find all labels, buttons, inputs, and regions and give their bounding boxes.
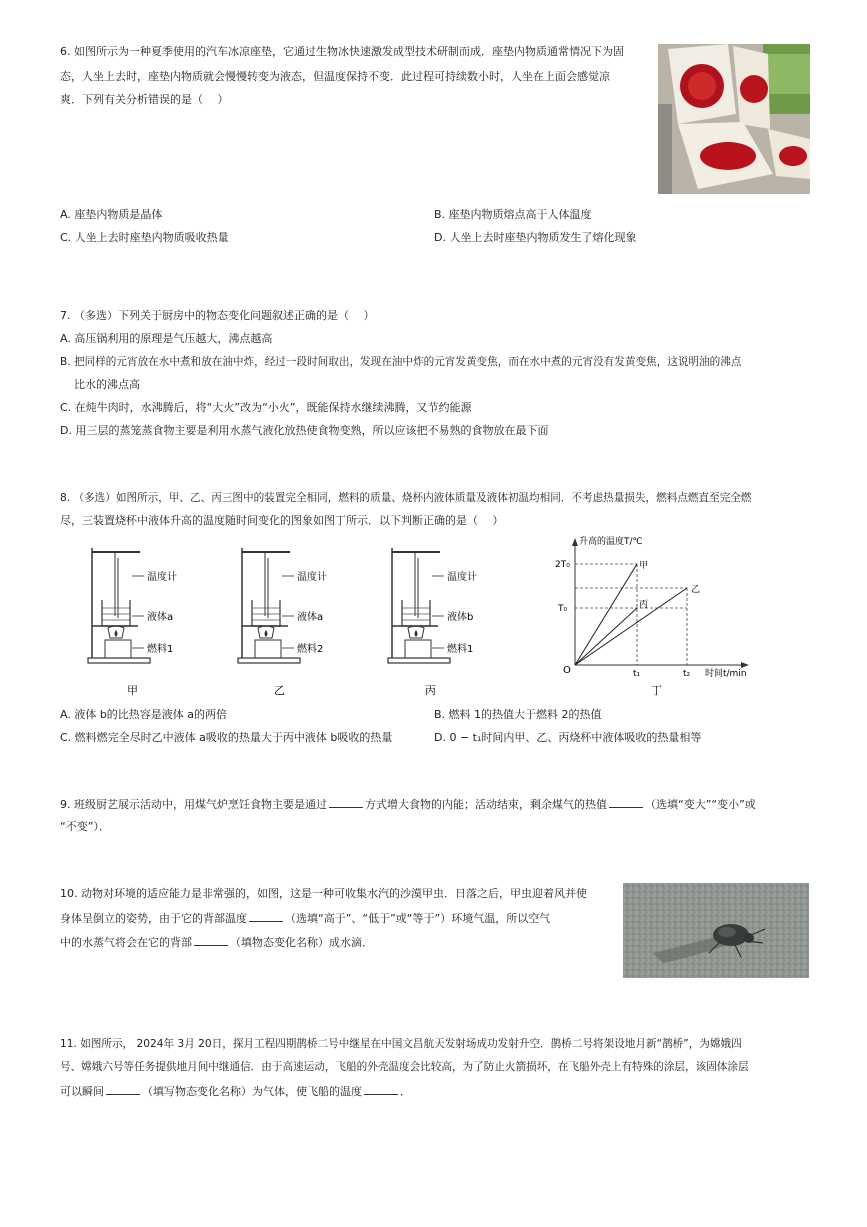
q7-option-b-line1: B. 把同样的元宵放在水中煮和放在油中炸，经过一段时间取出，发现在油中炸的元宵发黄变焦，而在水中煮的元宵没有发黄变焦，这说明油的沸点 (60, 356, 742, 368)
q6-option-c: C. 人坐上去时座垫内物质吸收热量 (60, 231, 229, 244)
fuel-label-yi: 燃料2 (297, 644, 324, 655)
graph-ylabel: 升高的温度T/℃ (579, 537, 643, 547)
q9-line2: “不变”）． (60, 820, 110, 833)
caption-bing: 丙 (425, 684, 436, 697)
series-label-bing: 丙 (639, 600, 649, 610)
q9-blank1[interactable] (329, 797, 363, 808)
fuel-label-jia: 燃料1 (147, 644, 174, 655)
q11-line3-part2: （填写物态变化名称）为气体，使飞船的温度 (142, 1085, 362, 1098)
q6-option-b: B. 座垫内物质熔点高于人体温度 (434, 208, 592, 221)
line-jia (575, 564, 637, 665)
q10-line3-part2: （填物态变化名称）成水滴． (230, 936, 373, 949)
thermometer-label-jia: 温度计 (147, 572, 177, 583)
xtick-t2: t₂ (683, 669, 691, 679)
q9-blank2[interactable] (609, 797, 643, 808)
desert-beetle-photo (623, 883, 809, 978)
q10-blank2[interactable] (194, 935, 228, 946)
xtick-t1: t₁ (633, 669, 641, 679)
q9-part2: 方式增大食物的内能；活动结束，剩余煤气的热值 (365, 798, 607, 811)
q7-stem: 7. （多选）下列关于厨房中的物态变化问题叙述正确的是（ ） (60, 309, 375, 322)
apparatus-figures (80, 540, 480, 700)
apparatus-bing (388, 548, 477, 697)
temperature-time-graph (555, 530, 760, 700)
q9-part1: 9. 班级厨艺展示活动中，用煤气炉烹饪食物主要是通过 (60, 798, 327, 811)
q7-option-b-line2: 比水的沸点高 (74, 378, 140, 391)
q6-stem-line3: 爽．下列有关分析错误的是（ ） (60, 93, 229, 106)
caption-jia: 甲 (127, 684, 138, 697)
apparatus-yi (238, 548, 327, 697)
series-label-jia: 甲 (639, 561, 649, 571)
thermometer-label-bing: 温度计 (447, 572, 477, 583)
q7-option-d: D. 用三层的蒸笼蒸食物主要是利用水蒸气液化放热使食物变熟，所以应该把不易熟的食物放在最下面 (60, 424, 549, 437)
q7-option-a: A. 高压锅利用的原理是气压越大，沸点越高 (60, 332, 273, 345)
q10-line3 (60, 935, 373, 950)
liquid-label-yi: 液体a (297, 612, 324, 623)
q11-line1: 11. 如图所示， 2024年 3月 20日，探月工程四期鹊桥二号中继星在中国文昌航天发射场成功发射升空．鹊桥二号将架设地月新“鹊桥”，为嫦娥四 (60, 1038, 742, 1050)
q8-option-c: C. 燃料燃完全尽时乙中液体 a吸收的热量大于丙中液体 b吸收的热量 (60, 731, 393, 744)
q8-option-a: A. 液体 b的比热容是液体 a的两倍 (60, 708, 228, 721)
ytick-t0: T₀ (558, 604, 568, 614)
q11-blank1[interactable] (106, 1084, 140, 1095)
q8-option-b: B. 燃料 1的热值大于燃料 2的热值 (434, 708, 602, 721)
fuel-label-bing: 燃料1 (447, 644, 474, 655)
caption-ding: 丁 (651, 684, 662, 697)
q11-line2: 号、嫦娥六号等任务提供地月间中继通信．由于高速运动，飞船的外壳温度会比较高，为了防止火箭损坏，在飞船外壳上有特殊的涂层，该固体涂层 (60, 1061, 749, 1073)
q10-line2 (60, 911, 550, 926)
liquid-label-bing: 液体b (447, 612, 474, 623)
graph-xlabel: 时间t/min (705, 669, 747, 679)
q6-stem-line1: 6. 如图所示为一种夏季使用的汽车冰凉座垫，它通过生物冰快速激发成型技术研制而成．座垫内物质通常情况下为固 (60, 45, 624, 58)
q11-line3 (60, 1084, 411, 1099)
line-yi (575, 588, 687, 665)
q8-stem-line2: 尽，三装置烧杯中液体升高的温度随时间变化的图象如图丁所示．以下判断正确的是（ ） (60, 514, 504, 527)
q11-line3-part3: ． (400, 1085, 411, 1098)
q6-stem-line2: 态，人坐上去时，座垫内物质就会慢慢转变为液态，但温度保持不变．此过程可持续数小时，人坐在上面会感觉凉 (60, 70, 610, 83)
series-label-yi: 乙 (691, 585, 701, 595)
q8-stem-line1: 8. （多选）如图所示，甲、乙、丙三图中的装置完全相同，燃料的质量、烧杯内液体质量及液体初温均相同．不考虑热量损失，燃料点燃直至完全燃 (60, 492, 752, 504)
q10-line2-part1: 身体呈倒立的姿势，由于它的背部温度 (60, 912, 247, 925)
q10-line3-part1: 中的水蒸气将会在它的背部 (60, 936, 192, 949)
ytick-2t0: 2T₀ (555, 560, 570, 570)
graph-origin: O (563, 665, 571, 676)
caption-yi: 乙 (274, 684, 285, 697)
q9-part3: （选填“变大”“变小”或 (645, 798, 756, 811)
q6-option-a: A. 座垫内物质是晶体 (60, 208, 163, 221)
apparatus-jia (88, 548, 177, 697)
q7-option-c: C. 在炖牛肉时，水沸腾后，将“大火”改为“小火”，既能保持水继续沸腾，又节约能源 (60, 401, 472, 414)
q9-line1 (60, 797, 756, 812)
thermometer-label-yi: 温度计 (297, 572, 327, 583)
q10-line1: 10. 动物对环境的适应能力是非常强的，如图，这是一种可收集水汽的沙漠甲虫．日落之后，甲虫迎着风并使 (60, 887, 587, 900)
q11-line3-part1: 可以瞬间 (60, 1085, 104, 1098)
q8-option-d: D. 0 − t₁时间内甲、乙、丙烧杯中液体吸收的热量相等 (434, 731, 702, 744)
q10-blank1[interactable] (249, 911, 283, 922)
q11-blank2[interactable] (364, 1084, 398, 1095)
q6-option-d: D. 人坐上去时座垫内物质发生了熔化现象 (434, 231, 637, 244)
seat-cushion-photo (658, 44, 810, 194)
line-bing (575, 608, 637, 665)
q10-line2-part2: （选填“高于”、“低于”或“等于”）环境气温，所以空气 (285, 912, 551, 925)
liquid-label-jia: 液体a (147, 612, 174, 623)
